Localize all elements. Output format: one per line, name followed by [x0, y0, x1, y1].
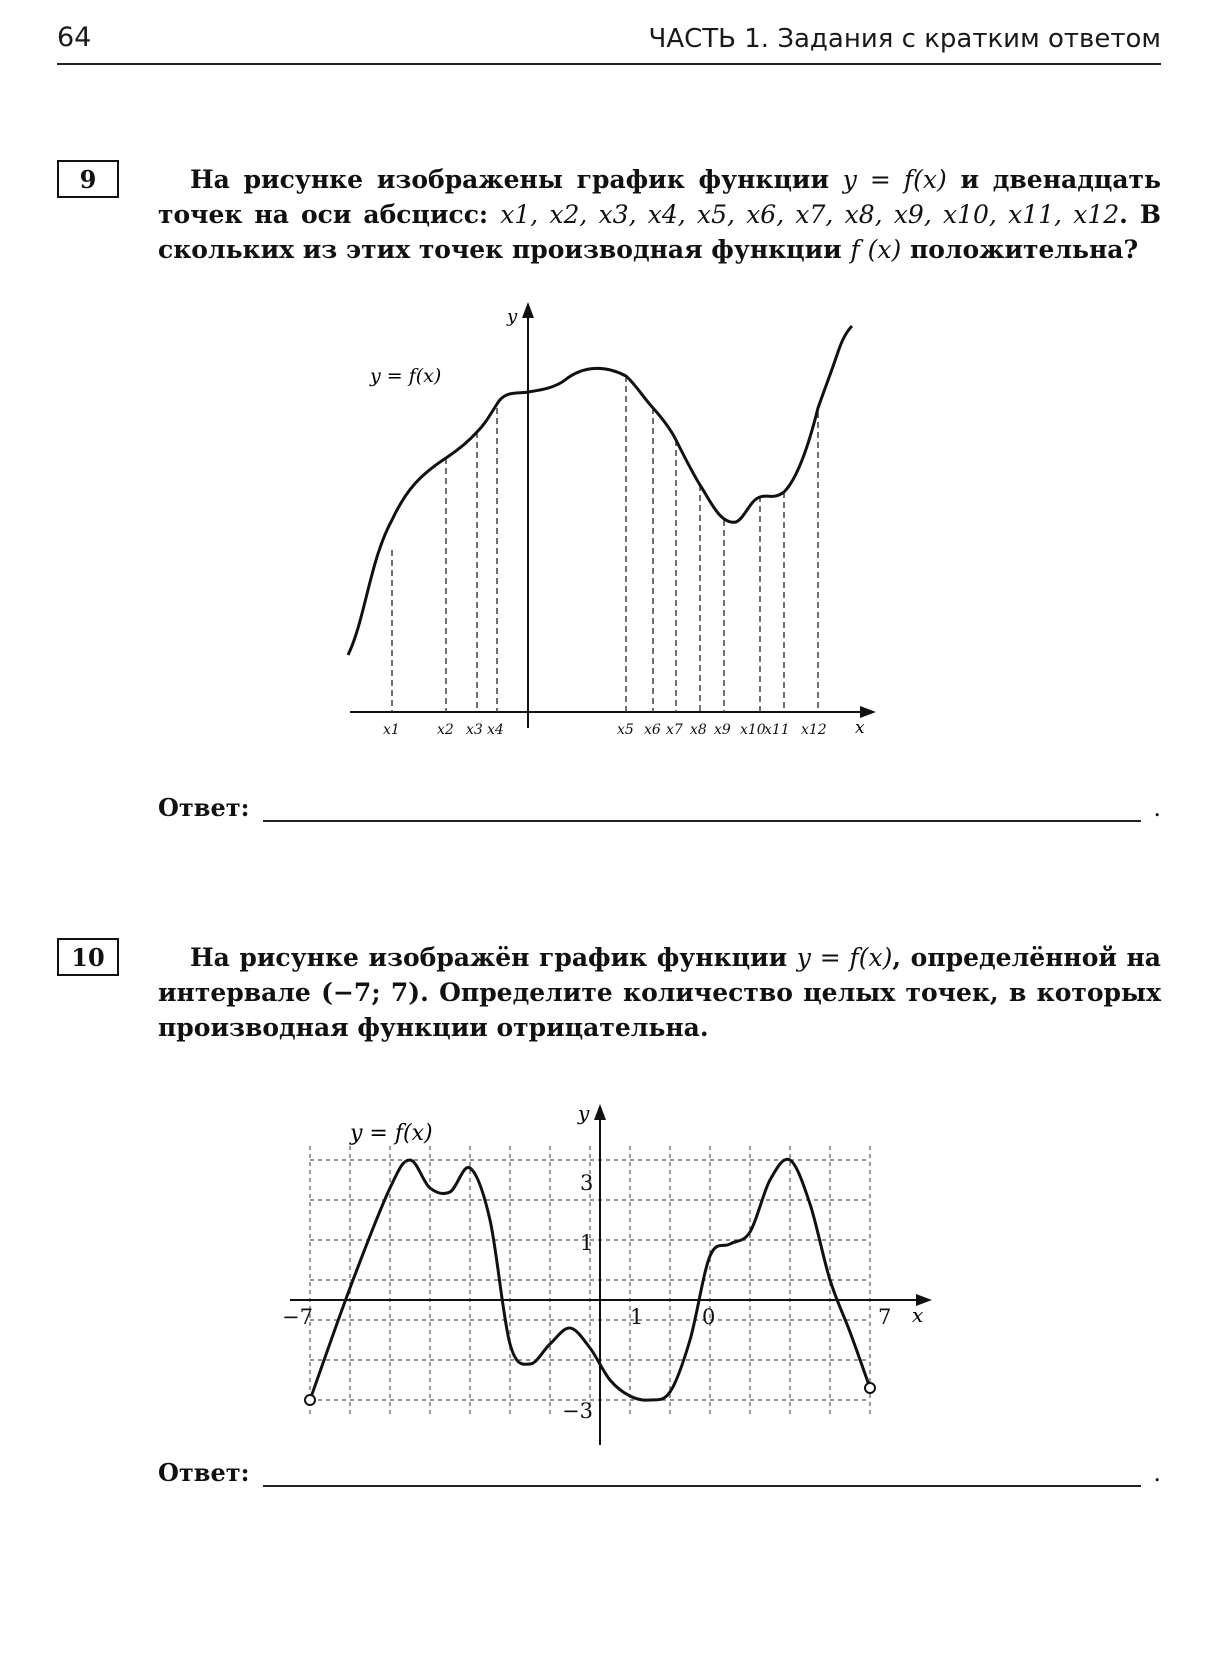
label-x3: x3 — [466, 722, 483, 738]
x-axis-arrow — [860, 706, 876, 718]
task-10-graph — [270, 1100, 950, 1460]
label-x9: x9 — [714, 722, 731, 738]
label-x10: x10 — [740, 722, 766, 738]
answer-end-dot: . — [1153, 1459, 1161, 1487]
open-endpoint-right — [865, 1383, 875, 1393]
x-tick-7: 7 — [878, 1305, 892, 1329]
header-rule — [57, 63, 1161, 65]
y-axis-arrow — [522, 302, 534, 318]
x-tick-minus7: −7 — [282, 1305, 313, 1329]
label-x7: x7 — [666, 722, 683, 738]
task-9-graph — [340, 300, 880, 740]
label-x1: x1 — [383, 722, 400, 738]
x-tick-0: 0 — [702, 1305, 716, 1329]
label-x12: x12 — [801, 722, 827, 738]
y-tick-1: 1 — [580, 1231, 594, 1255]
answer-label: Ответ: — [158, 1458, 250, 1487]
running-head: ЧАСТЬ 1. Задания с кратким ответом — [648, 24, 1161, 54]
y-tick-3: 3 — [580, 1171, 594, 1195]
label-x2: x2 — [437, 722, 454, 738]
answer-end-dot: . — [1153, 794, 1161, 822]
label-x11: x11 — [764, 722, 790, 738]
function-label: y = f(x) — [370, 365, 442, 387]
answer-field[interactable] — [263, 1459, 1141, 1487]
y-axis-arrow — [594, 1104, 606, 1120]
function-label: y = f(x) — [350, 1121, 433, 1146]
task-10-answer — [158, 1458, 1161, 1487]
task-10-text: На рисунке изображён график функции y = f(x), определённой на интервале (−7; 7). Определите количество целых точек, в которых производная функции отрицательна. — [158, 943, 1162, 1042]
y-tick-minus3: −3 — [562, 1399, 593, 1423]
x-axis-label: x — [912, 1303, 924, 1327]
open-endpoint-left — [305, 1395, 315, 1405]
answer-field[interactable] — [263, 794, 1141, 822]
label-x8: x8 — [690, 722, 707, 738]
answer-label: Ответ: — [158, 793, 250, 822]
y-axis-label: y — [578, 1101, 590, 1125]
label-x6: x6 — [644, 722, 661, 738]
x-axis-label: x — [855, 718, 865, 738]
x-tick-1: 1 — [630, 1305, 644, 1329]
task-9-text: На рисунке изображены график функции y = f(x) и двенадцать точек на оси абсцисс: x1, x2, x3, x4, x5, x6, x7, x8, x9, x10, x11, x12. В скольких из этих точек производная функции f (x) положительна? — [158, 165, 1161, 264]
task-9-number: 9 — [57, 160, 119, 198]
y-axis-label: y — [507, 306, 518, 327]
page-number: 64 — [57, 22, 92, 53]
label-x4: x4 — [487, 722, 504, 738]
task-9-answer — [158, 793, 1161, 822]
label-x5: x5 — [617, 722, 634, 738]
task-10-number: 10 — [57, 938, 119, 976]
